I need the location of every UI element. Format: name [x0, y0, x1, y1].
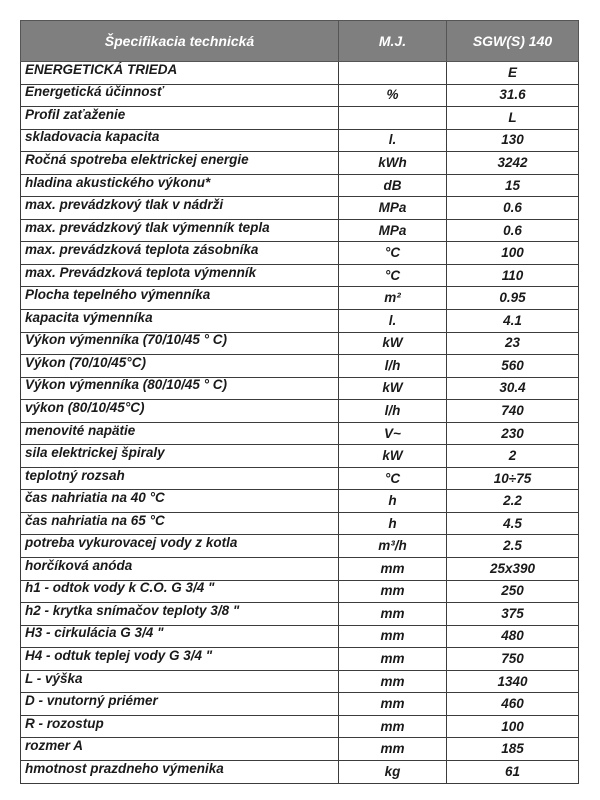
- spec-name-cell: max. prevádzkový tlak v nádrži: [21, 197, 339, 220]
- spec-name-cell: ENERGETICKÁ TRIEDA: [21, 62, 339, 85]
- unit-cell: l.: [339, 129, 447, 152]
- table-row: [21, 219, 579, 242]
- table-row: [21, 445, 579, 468]
- value-cell: L: [447, 107, 579, 130]
- table-row: [21, 62, 579, 85]
- table-row: [21, 84, 579, 107]
- value-cell: 10÷75: [447, 467, 579, 490]
- spec-name-cell: h2 - krytka snímačov teploty 3/8 ": [21, 603, 339, 626]
- table-row: [21, 558, 579, 581]
- table-row: [21, 580, 579, 603]
- unit-cell: °C: [339, 242, 447, 265]
- value-cell: 230: [447, 422, 579, 445]
- spec-name-cell: čas nahriatia na 65 °C: [21, 512, 339, 535]
- spec-name-cell: potreba vykurovacej vody z kotla: [21, 535, 339, 558]
- spec-name-cell: h1 - odtok vody k C.O. G 3/4 ": [21, 580, 339, 603]
- spec-name-cell: hmotnost prazdneho výmenika: [21, 760, 339, 783]
- spec-sheet: [20, 20, 578, 784]
- table-row: [21, 152, 579, 175]
- unit-cell: l.: [339, 310, 447, 333]
- spec-name-cell: teplotný rozsah: [21, 467, 339, 490]
- table-row: [21, 377, 579, 400]
- spec-name-cell: rozmer A: [21, 738, 339, 761]
- table-row: [21, 648, 579, 671]
- unit-cell: mm: [339, 693, 447, 716]
- spec-name-cell: Profil zaťaženie: [21, 107, 339, 130]
- unit-cell: mm: [339, 738, 447, 761]
- spec-name-cell: Ročná spotreba elektrickej energie: [21, 152, 339, 175]
- value-cell: 375: [447, 603, 579, 626]
- table-row: [21, 512, 579, 535]
- unit-cell: mm: [339, 625, 447, 648]
- value-cell: 100: [447, 715, 579, 738]
- value-cell: 460: [447, 693, 579, 716]
- value-cell: 15: [447, 174, 579, 197]
- value-cell: 250: [447, 580, 579, 603]
- spec-name-cell: čas nahriatia na 40 °C: [21, 490, 339, 513]
- unit-cell: °C: [339, 264, 447, 287]
- value-cell: 740: [447, 400, 579, 423]
- value-cell: 0.6: [447, 219, 579, 242]
- value-cell: 100: [447, 242, 579, 265]
- value-cell: 2.2: [447, 490, 579, 513]
- value-cell: 750: [447, 648, 579, 671]
- unit-cell: mm: [339, 715, 447, 738]
- table-row: [21, 355, 579, 378]
- unit-cell: h: [339, 512, 447, 535]
- header-row: [21, 21, 579, 62]
- value-cell: 23: [447, 332, 579, 355]
- spec-name-cell: L - výška: [21, 670, 339, 693]
- value-cell: 31.6: [447, 84, 579, 107]
- value-cell: 130: [447, 129, 579, 152]
- table-row: [21, 242, 579, 265]
- spec-name-cell: hladina akustického výkonu*: [21, 174, 339, 197]
- spec-name-cell: max. prevádzkový tlak výmenník tepla: [21, 219, 339, 242]
- value-cell: 560: [447, 355, 579, 378]
- value-cell: 0.95: [447, 287, 579, 310]
- value-cell: 4.5: [447, 512, 579, 535]
- value-cell: 480: [447, 625, 579, 648]
- value-cell: 30.4: [447, 377, 579, 400]
- spec-name-cell: menovité napätie: [21, 422, 339, 445]
- value-cell: 61: [447, 760, 579, 783]
- spec-name-cell: Energetická účinnosť: [21, 84, 339, 107]
- table-row: [21, 715, 579, 738]
- spec-rows: [21, 62, 579, 784]
- value-cell: 3242: [447, 152, 579, 175]
- unit-cell: mm: [339, 670, 447, 693]
- value-cell: 0.6: [447, 197, 579, 220]
- spec-name-cell: sila elektrickej špiraly: [21, 445, 339, 468]
- header-unit: M.J.: [339, 21, 447, 62]
- spec-name-cell: kapacita výmenníka: [21, 310, 339, 333]
- unit-cell: kWh: [339, 152, 447, 175]
- unit-cell: kW: [339, 332, 447, 355]
- table-row: [21, 287, 579, 310]
- table-row: [21, 738, 579, 761]
- unit-cell: kW: [339, 377, 447, 400]
- spec-name-cell: max. Prevádzková teplota výmenník: [21, 264, 339, 287]
- table-row: [21, 535, 579, 558]
- table-row: [21, 310, 579, 333]
- table-row: [21, 197, 579, 220]
- spec-name-cell: H3 - cirkulácia G 3/4 ": [21, 625, 339, 648]
- spec-name-cell: horčíková anóda: [21, 558, 339, 581]
- unit-cell: l/h: [339, 400, 447, 423]
- unit-cell: %: [339, 84, 447, 107]
- unit-cell: kg: [339, 760, 447, 783]
- spec-name-cell: výkon (80/10/45°C): [21, 400, 339, 423]
- unit-cell: [339, 107, 447, 130]
- table-row: [21, 467, 579, 490]
- value-cell: 110: [447, 264, 579, 287]
- value-cell: 4.1: [447, 310, 579, 333]
- value-cell: 25x390: [447, 558, 579, 581]
- unit-cell: kW: [339, 445, 447, 468]
- spec-name-cell: Výkon (70/10/45°C): [21, 355, 339, 378]
- unit-cell: MPa: [339, 219, 447, 242]
- value-cell: 185: [447, 738, 579, 761]
- unit-cell: l/h: [339, 355, 447, 378]
- table-row: [21, 490, 579, 513]
- table-row: [21, 332, 579, 355]
- unit-cell: m³/h: [339, 535, 447, 558]
- header-model: SGW(S) 140: [447, 21, 579, 62]
- unit-cell: MPa: [339, 197, 447, 220]
- unit-cell: m²: [339, 287, 447, 310]
- table-row: [21, 670, 579, 693]
- value-cell: 1340: [447, 670, 579, 693]
- spec-name-cell: H4 - odtuk teplej vody G 3/4 ": [21, 648, 339, 671]
- spec-table: [20, 20, 579, 784]
- table-row: [21, 107, 579, 130]
- spec-name-cell: max. prevádzková teplota zásobníka: [21, 242, 339, 265]
- table-row: [21, 625, 579, 648]
- unit-cell: dB: [339, 174, 447, 197]
- table-row: [21, 760, 579, 783]
- spec-name-cell: Plocha tepelného výmenníka: [21, 287, 339, 310]
- table-row: [21, 693, 579, 716]
- table-row: [21, 129, 579, 152]
- spec-name-cell: D - vnutorný priémer: [21, 693, 339, 716]
- header-spec: Špecifikacia technická: [21, 21, 339, 62]
- spec-name-cell: skladovacia kapacita: [21, 129, 339, 152]
- unit-cell: mm: [339, 558, 447, 581]
- spec-name-cell: Výkon výmenníka (70/10/45 ° C): [21, 332, 339, 355]
- table-row: [21, 422, 579, 445]
- unit-cell: [339, 62, 447, 85]
- unit-cell: mm: [339, 603, 447, 626]
- unit-cell: h: [339, 490, 447, 513]
- table-row: [21, 264, 579, 287]
- unit-cell: mm: [339, 580, 447, 603]
- unit-cell: mm: [339, 648, 447, 671]
- table-row: [21, 174, 579, 197]
- spec-name-cell: R - rozostup: [21, 715, 339, 738]
- unit-cell: °C: [339, 467, 447, 490]
- table-row: [21, 400, 579, 423]
- spec-name-cell: Výkon výmenníka (80/10/45 ° C): [21, 377, 339, 400]
- unit-cell: V~: [339, 422, 447, 445]
- table-row: [21, 603, 579, 626]
- value-cell: E: [447, 62, 579, 85]
- value-cell: 2.5: [447, 535, 579, 558]
- value-cell: 2: [447, 445, 579, 468]
